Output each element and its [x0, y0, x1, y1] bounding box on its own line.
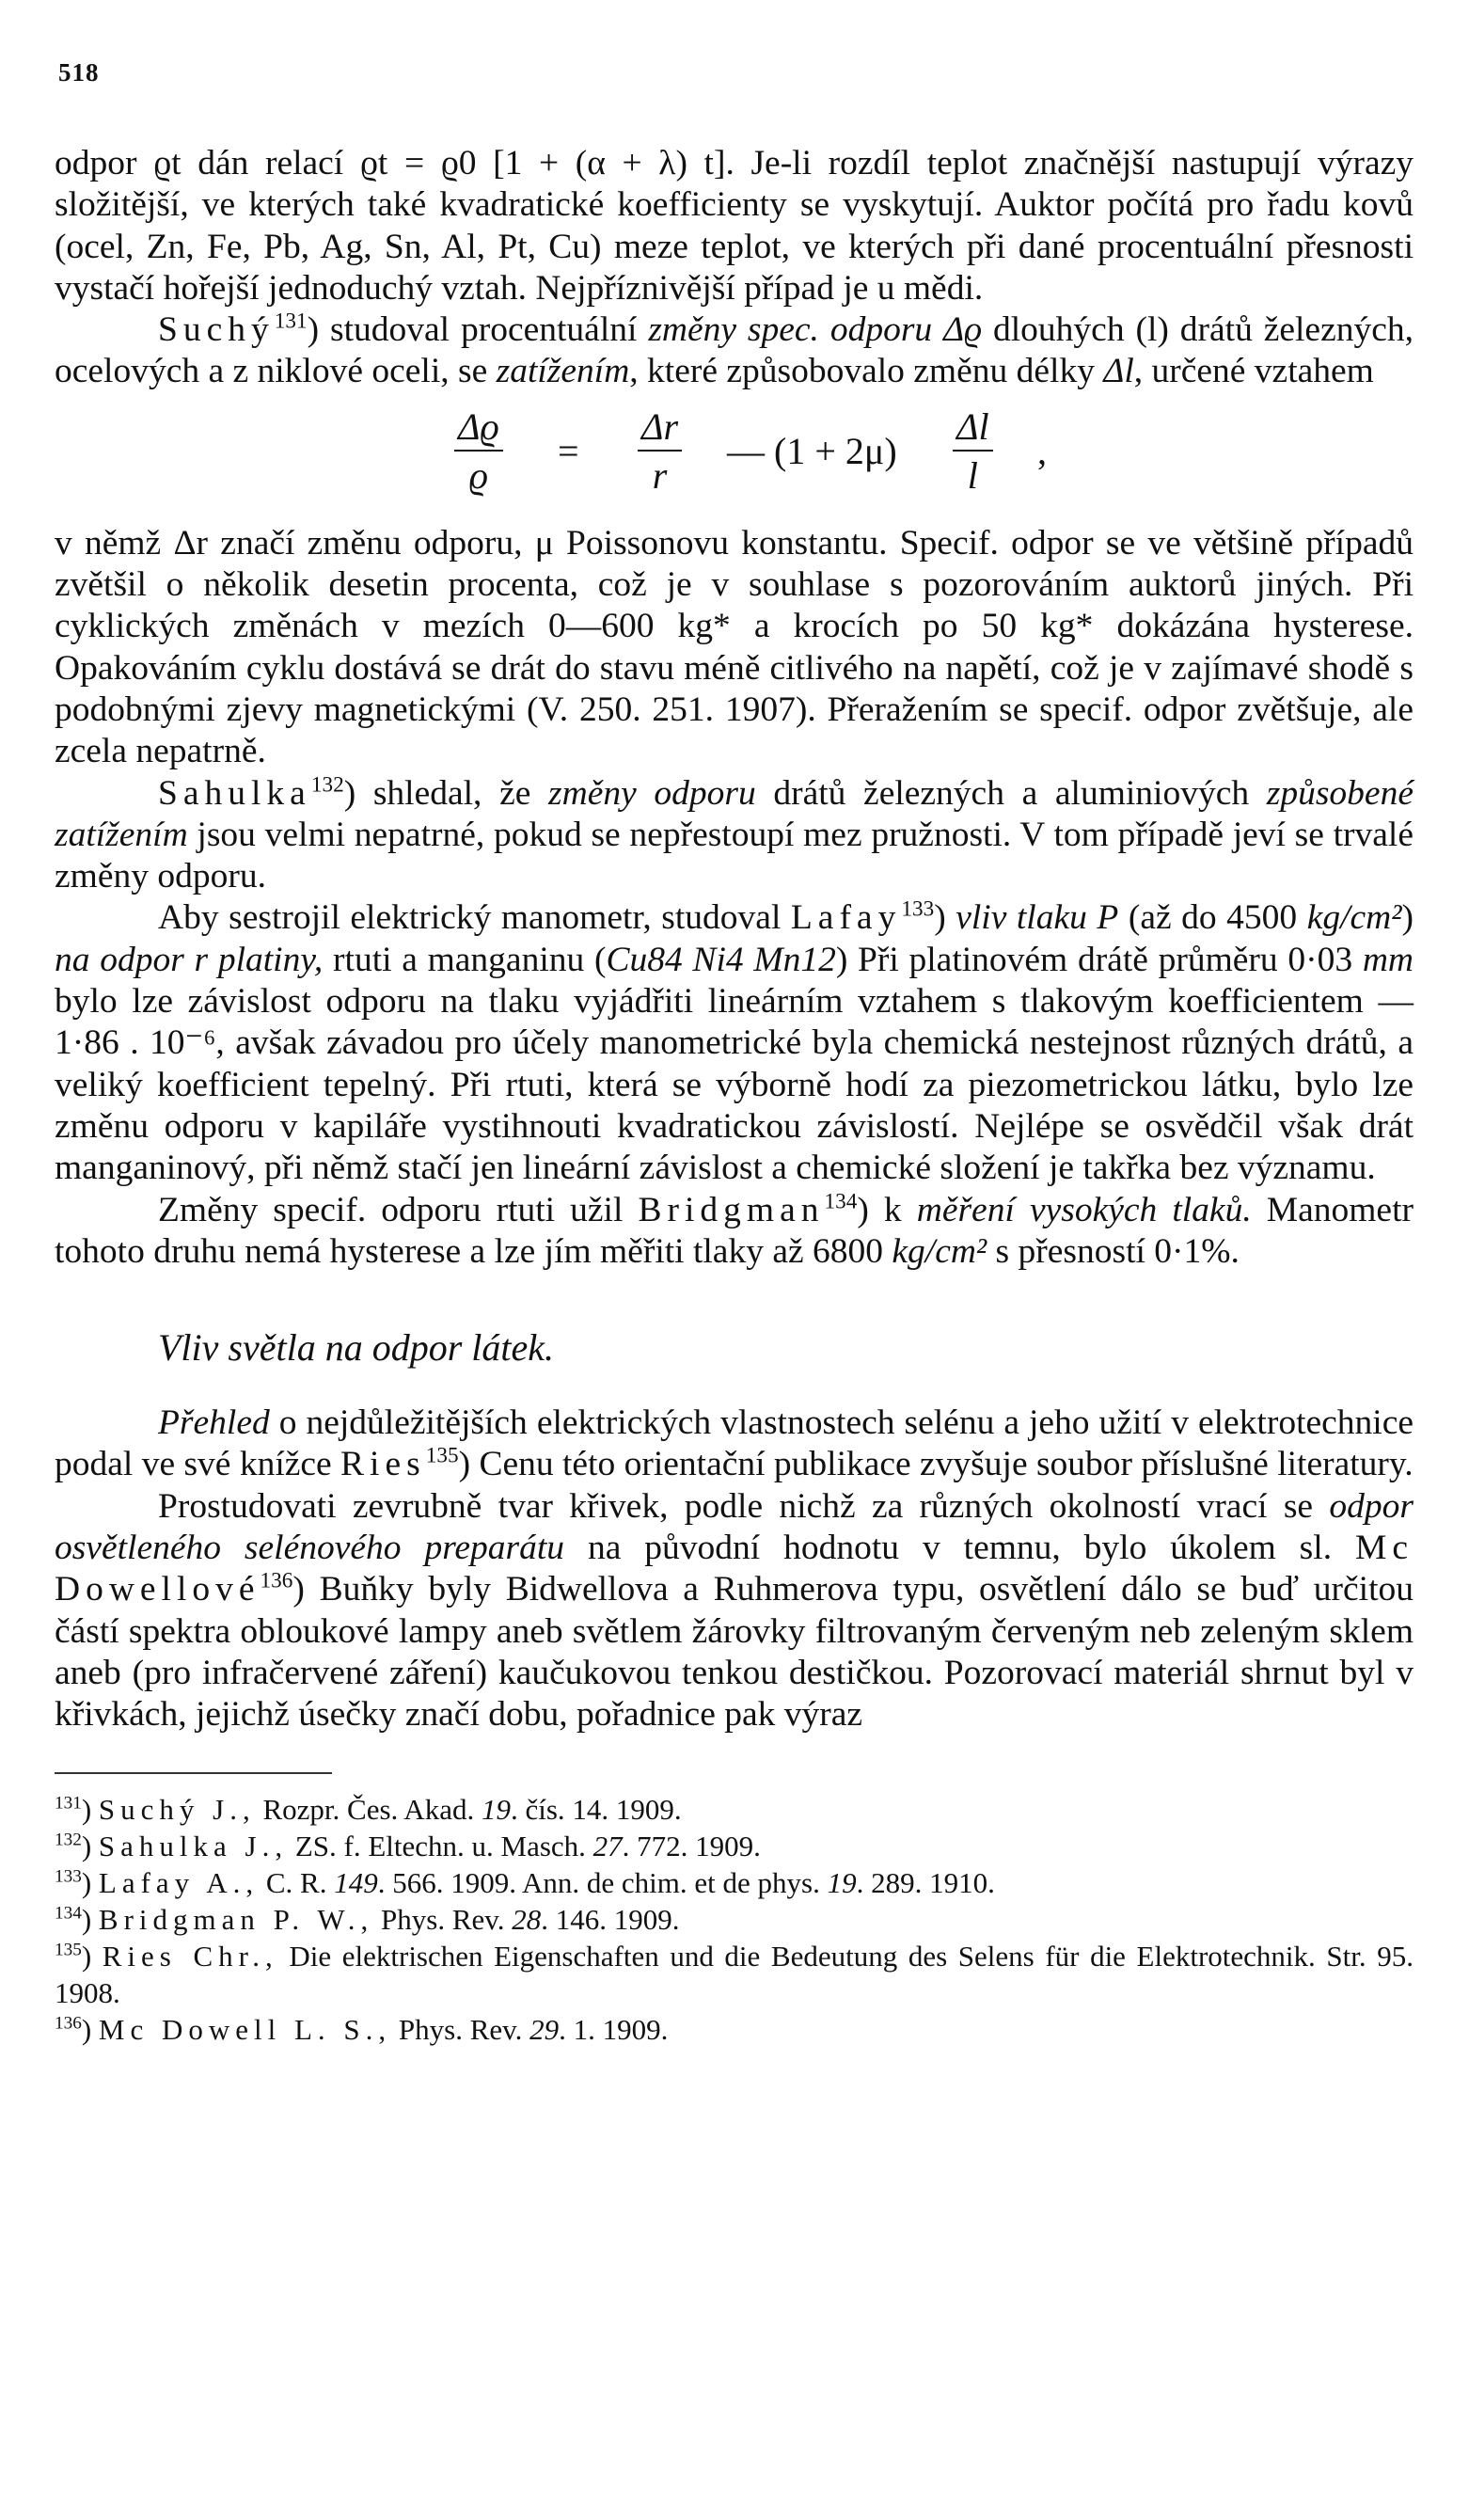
paragraph-8 — [55, 1486, 1414, 1736]
paragraph-text: bylo lze závislost odporu na tlaku vyjádřiti lineárním vztahem s tlakovým koefficientem — 1·86 . 10⁻⁶, avšak závadou pro účely manometrické byla chemická nestejnost různých drátů, a veliký koefficient tepelný. Při rtuti, která se výborně hodí za piezometrickou látku, bylo lze změnu odporu v kapiláře vystihnouti kvadratickou závislostí. Nejlépe se osvědčil však drát manganinový, při němž stačí jen lineární závislost a chemické složení je takřka bez významu. — [55, 982, 1414, 1188]
emphasis: odpor osvětleného selénového preparátu — [55, 1486, 1414, 1568]
paragraph-1-line: Pt, Cu) meze teplot, ve kterých při dané procentuální přesnosti vystačí — [55, 227, 1414, 308]
emphasis: vliv tlaku P — [956, 898, 1119, 938]
footnote-ref: 134 — [824, 1189, 858, 1214]
unit: mm — [1362, 940, 1414, 979]
emphasis: způsobené zatížením — [55, 773, 1414, 854]
author-name: Ries — [340, 1445, 426, 1484]
paragraph-5 — [55, 897, 1414, 1189]
author-name: Lafay — [790, 898, 902, 938]
unit: kg/cm² — [892, 1231, 987, 1271]
footnote-text: Die elektrischen Eigenschaften und die Bedeutung des Selens für die Elektrotechnik. Str. 95. 1908. — [55, 1939, 1414, 2009]
footnote-author: Sahulka J., — [98, 1829, 289, 1862]
formula-mid-numerator: Δr — [638, 404, 682, 452]
paragraph-4 — [55, 773, 1414, 898]
footnote-text: Phys. Rev. — [373, 1902, 513, 1936]
paragraph-text: ) Buňky byly Bidwellova a Ruhmerova typu, osvětlení dálo se buď určitou částí spektra obloukové lampy aneb světlem žárovky filtrovaným červeným neb zeleným sklem aneb (pro infračervené záření) kaučukovou tenkou destičkou. Pozorovací materiál shrnut byl v křivkách, jejichž úsečky značí dobu, pořadnice pak výraz — [55, 1570, 1414, 1735]
emphasis: zatížením — [496, 352, 630, 391]
footnote-divider — [55, 1772, 332, 1774]
author-name: Sahulka — [158, 773, 311, 813]
paragraph-text: ) studoval procentuální — [307, 310, 649, 350]
footnote-text: ZS. f. Eltechn. u. Masch. — [288, 1829, 593, 1862]
emphasis: změny odporu — [548, 773, 756, 813]
footnote: $^{135}$) Ries Chr., Die elektrischen Eigenschaften und die Bedeutung des Selens für die Elektrotechnik. Str. 95. 1908. — [55, 1939, 1414, 2009]
footnote-text: . 1. 1909. — [559, 2012, 669, 2046]
footnote: $^{134}$) Bridgman P. W., Phys. Rev. 28. 146. 1909. — [55, 1902, 680, 1936]
footnote-volume: 149 — [334, 1865, 378, 1899]
formula-rhs-denominator: l — [967, 453, 978, 497]
paragraph-text: ) Při platinovém drátě průměru 0·03 — [835, 940, 1363, 979]
formula-lhs-numerator: Δϱ — [454, 404, 503, 452]
formula-mid-denominator: r — [652, 453, 668, 497]
paragraph-text: Změny specif. odporu rtuti užil — [158, 1190, 639, 1229]
formula-minus-term: — (1 + 2μ) — [727, 429, 897, 472]
footnote-number: 135 — [55, 1940, 82, 1960]
footnote-text: . 146. 1909. — [541, 1902, 680, 1936]
footnote-number: 133 — [55, 1866, 82, 1887]
author-name: Suchý — [158, 310, 275, 350]
footnote-text: . 566. 1909. Ann. de chim. et de phys. — [377, 1865, 828, 1899]
footnote: $^{131}$) Suchý J., Rozpr. Čes. Akad. 19. čís. 14. 1909. — [55, 1792, 682, 1826]
paragraph-1-line: hořejší jednoduchý vztah. Nejpříznivější případ je u mědi. — [163, 268, 984, 308]
footnote-ref: 131 — [274, 309, 308, 334]
section-heading: Vliv světla na odpor látek. — [158, 1326, 555, 1370]
paragraph-text: dlouhých (l) drátů železných, ocelových a z niklové oceli, se — [55, 310, 1414, 391]
footnote-volume: 29 — [529, 2012, 560, 2046]
paragraph-1-line: vyskytují. Auktor počítá pro řadu kovů (ocel, Zn, Fe, Pb, Ag, Sn, Al, — [55, 185, 1414, 266]
footnote-author: Suchý J., — [98, 1792, 256, 1826]
footnote-ref: 136 — [260, 1568, 293, 1593]
footnote-number: 136 — [55, 2013, 82, 2034]
page-number: 518 — [58, 58, 100, 87]
footnote-text: C. R. — [259, 1865, 335, 1899]
emphasis: Přehled — [158, 1403, 270, 1443]
author-name: Bridgman — [638, 1190, 825, 1229]
paragraph-text: , určené vztahem — [1133, 352, 1374, 391]
footnote-volume: 28 — [512, 1902, 542, 1936]
emphasis: Δl — [1103, 352, 1134, 391]
author-name: Mc Dowellové — [55, 1529, 1414, 1609]
paragraph-text: (až do 4500 — [1118, 898, 1307, 938]
paragraph-text: o nejdůležitějších elektrických vlastnostech selénu a jeho užití v elektrotechnice podal ve své knížce — [55, 1403, 1414, 1484]
formula-mid-fraction — [638, 404, 682, 500]
footnote-author: Mc Dowell L. S., — [98, 2012, 392, 2046]
paragraph-text: , které způsobovalo změnu délky — [629, 352, 1104, 391]
footnote: $^{132}$) Sahulka J., ZS. f. Eltechn. u. Masch. 27. 772. 1909. — [55, 1829, 761, 1862]
footnote-text: Rozpr. Čes. Akad. — [255, 1792, 482, 1826]
footnote-number: 134 — [55, 1903, 82, 1924]
paragraph-text: ) — [934, 898, 956, 938]
formula-trailing-comma: , — [1037, 429, 1047, 472]
paragraph-text: ) shledal, že — [343, 773, 549, 813]
emphasis: na odpor r platiny, — [55, 940, 324, 979]
paragraph-text: drátů železných a aluminiových — [755, 773, 1267, 813]
footnote-volume: 19 — [827, 1865, 857, 1899]
alloy-formula: Cu84 Ni4 Mn12 — [606, 940, 836, 979]
footnote-volume: 27 — [592, 1829, 623, 1862]
emphasis: změny spec. odporu Δϱ — [648, 310, 983, 350]
paragraph-1-line: nastupují výrazy složitější, ve kterých také kvadratické koefficienty se — [55, 144, 1414, 225]
paragraph-text: rtuti a manganinu ( — [323, 940, 607, 979]
paragraph-text: s přesností 0·1%. — [987, 1231, 1240, 1271]
formula-rhs-numerator: Δl — [953, 404, 993, 452]
footnote-ref: 135 — [425, 1443, 459, 1468]
paragraph-text: Manometr tohoto druhu nemá hysterese a lze jím měřiti tlaky až 6800 — [55, 1190, 1414, 1271]
footnote-text: . 289. 1910. — [856, 1865, 995, 1899]
paragraph-text: na původní hodnotu v temnu, bylo úkolem sl. — [564, 1529, 1355, 1568]
footnote-volume: 19 — [481, 1792, 511, 1826]
footnotes — [55, 1791, 1414, 2048]
footnote-text: . 772. 1909. — [622, 1829, 761, 1862]
paragraph-3: v němž Δr značí změnu odporu, μ Poissonovu konstantu. Specif. odpor se ve většině případů zvětšil o několik desetin procenta, což je v souhlase s pozorováním auktorů jiných. Při cyklických změnách v mezích 0—600 kg* a krocích po 50 kg* dokázána hysterese. Opakováním cyklu dostává se drát do stavu méně citlivého na napětí, což je v zajímavé shodě s podobnými zjevy magnetickými (V. 250. 251. 1907). Přeražením se specif. odpor zvětšuje, ale zcela nepatrně. — [55, 523, 1414, 771]
footnote: $^{136}$) Mc Dowell L. S., Phys. Rev. 29. 1. 1909. — [55, 2012, 669, 2046]
footnote-author: Ries Chr., — [102, 1939, 278, 1973]
paragraph-text: Aby sestrojil elektrický manometr, studoval — [158, 898, 791, 938]
paragraph-text: jsou velmi nepatrné, pokud se nepřestoupí mez pružnosti. V tom případě jeví se trvalé změny odporu. — [55, 815, 1414, 896]
footnote: $^{133}$) Lafay A., C. R. 149. 566. 1909. Ann. de chim. et de phys. 19. 289. 1910. — [55, 1865, 995, 1899]
formula-lhs-fraction — [454, 404, 503, 500]
paragraph-text: Prostudovati zevrubně tvar křivek, podle nichž za různých okolností vrací se — [158, 1486, 1330, 1526]
footnote-author: Bridgman P. W., — [98, 1902, 374, 1936]
paragraph-6 — [55, 1190, 1414, 1274]
body-text — [55, 143, 1414, 2048]
paragraph-text: ) — [1401, 898, 1414, 938]
footnote-author: Lafay A., — [98, 1865, 260, 1899]
unit: kg/cm² — [1306, 898, 1402, 938]
paragraph-1 — [55, 143, 1414, 309]
paragraph-7 — [55, 1403, 1414, 1486]
footnote-text: Phys. Rev. — [391, 2012, 530, 2046]
emphasis: měření vysokých tlaků. — [916, 1190, 1252, 1229]
formula-lhs-denominator: ϱ — [468, 453, 489, 497]
footnote-text: . čís. 14. 1909. — [510, 1792, 682, 1826]
paragraph-1-line: odpor ϱt dán relací ϱt = ϱ0 [1 + (α + λ) t]. Je-li rozdíl teplot značnější — [55, 144, 1156, 182]
paragraph-text: ) k — [857, 1190, 917, 1229]
footnote-number: 131 — [55, 1793, 82, 1814]
formula-equals: = — [558, 429, 579, 472]
formula-rhs-fraction — [953, 404, 993, 500]
paragraph-text: ) Cenu této orientační publikace zvyšuje soubor příslušné literatury. — [458, 1445, 1414, 1484]
footnote-ref: 133 — [901, 896, 935, 922]
footnote-number: 132 — [55, 1830, 82, 1850]
footnote-ref: 132 — [310, 772, 344, 798]
formula — [55, 393, 1414, 523]
paragraph-2 — [55, 309, 1414, 393]
